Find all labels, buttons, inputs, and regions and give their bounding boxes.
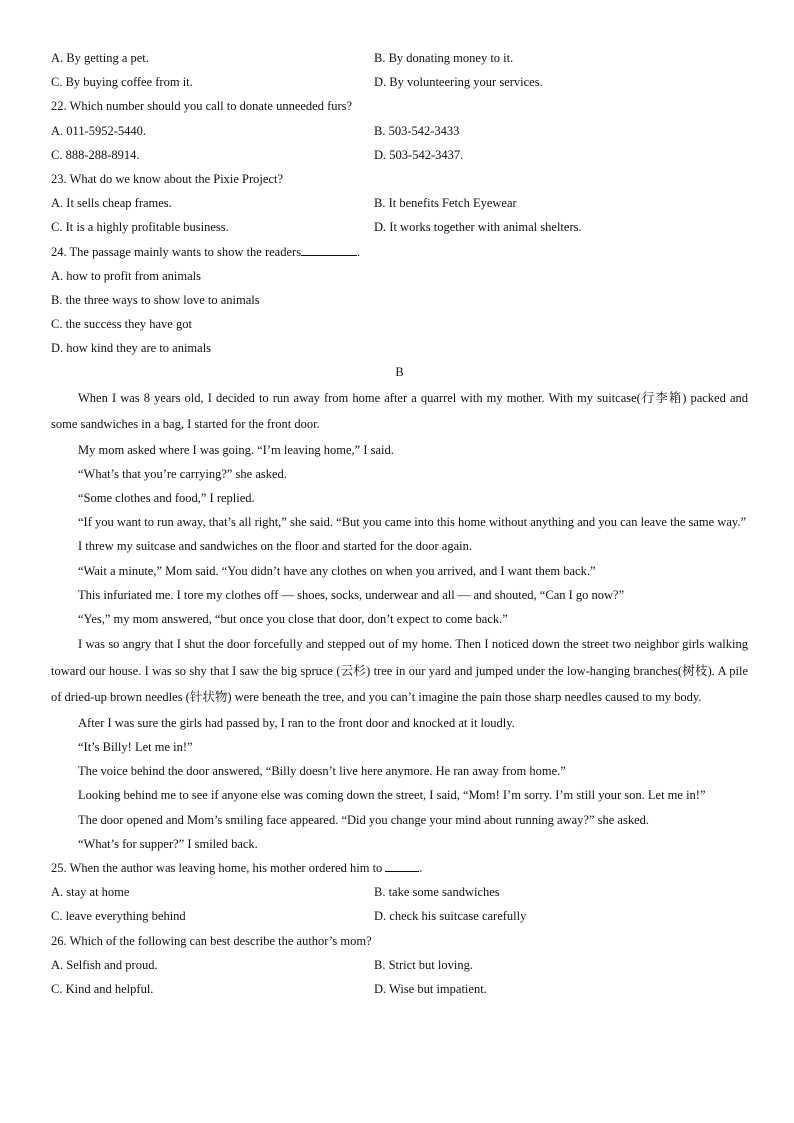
- q25-option-a: A. stay at home: [51, 885, 130, 900]
- passage-paragraph: “It’s Billy! Let me in!”: [78, 739, 193, 754]
- passage-paragraph: The door opened and Mom’s smiling face appeared. “Did you change your mind about running away?” she asked.: [78, 812, 650, 827]
- q24-stem-end: .: [357, 244, 361, 259]
- q23-option-d: D. It works together with animal shelters.: [374, 220, 582, 235]
- passage-paragraph: This infuriated me. I tore my clothes off — shoes, socks, underwear and all — and shouted, “Can I go now?”: [78, 587, 625, 602]
- q23-stem: 23. What do we know about the Pixie Project?: [51, 171, 284, 186]
- passage-paragraph: Looking behind me to see if anyone else was coming down the street, I said, “Mom! I’m sorry. I’m still your son. Let me in!”: [78, 788, 706, 803]
- q25-option-c: C. leave everything behind: [51, 909, 186, 924]
- q21-option-c: C. By buying coffee from it.: [51, 75, 193, 90]
- passage-paragraph: I was so angry that I shut the door forcefully and stepped out of my home. Then I noticed down the street two neighbor girls walking toward our house. I was so shy that I saw the big spruce (云杉) tree in our yard and jumped under the low-hanging branches(树枝). A pile of dried-up brown needles (针状物) were beneath the tree, and you can’t imagine the pain those sharp needles caused to my body.: [51, 637, 748, 705]
- q23-option-b: B. It benefits Fetch Eyewear: [374, 196, 517, 211]
- q21-option-a: A. By getting a pet.: [51, 51, 149, 65]
- q22-stem: 22. Which number should you call to donate unneeded furs?: [51, 99, 353, 114]
- q22-option-c: C. 888-288-8914.: [51, 147, 140, 162]
- passage-paragraph: “Yes,” my mom answered, “but once you close that door, don’t expect to come back.”: [78, 612, 508, 627]
- q25-option-b: B. take some sandwiches: [374, 885, 500, 900]
- q25-option-d: D. check his suitcase carefully: [374, 909, 527, 924]
- q25-stem-text: 25. When the author was leaving home, his mother ordered him to: [51, 860, 383, 875]
- q26-option-a: A. Selfish and proud.: [51, 957, 158, 972]
- q22-option-a: A. 011-5952-5440.: [51, 123, 147, 138]
- q26-options-row-2: [51, 977, 748, 1001]
- passage-paragraph: I threw my suitcase and sandwiches on the floor and started for the door again.: [78, 539, 472, 554]
- section-b-title: B: [395, 365, 404, 380]
- passage-paragraph: “Wait a minute,” Mom said. “You didn’t have any clothes on when you arrived, and I want them back.”: [78, 563, 596, 578]
- q25-options-row-1: [51, 880, 748, 904]
- passage-paragraph: “If you want to run away, that’s all right,” she said. “But you came into this home without anything and you can leave the same way.”: [78, 515, 746, 530]
- passage-paragraph: “What’s that you’re carrying?” she asked.: [78, 466, 287, 481]
- q24-option-d: D. how kind they are to animals: [51, 341, 212, 356]
- passage-paragraph: “Some clothes and food,” I replied.: [78, 491, 255, 506]
- q24-option-b: B. the three ways to show love to animals: [51, 292, 260, 307]
- q26-option-c: C. Kind and helpful.: [51, 981, 154, 996]
- q21-option-d: D. By volunteering your services.: [374, 75, 543, 90]
- q26-option-d: D. Wise but impatient.: [374, 981, 487, 996]
- answer-blank: [385, 859, 419, 872]
- q22-options-row-2: [51, 143, 748, 167]
- passage-paragraph: After I was sure the girls had passed by, I ran to the front door and knocked at it loudly.: [78, 715, 515, 730]
- q22-option-d: D. 503-542-3437.: [374, 147, 464, 162]
- q24-stem-text: 24. The passage mainly wants to show the readers: [51, 244, 302, 259]
- passage-paragraph: When I was 8 years old, I decided to run away from home after a quarrel with my mother. With my suitcase(行李箱) packed and some sandwiches in a bag, I started for the front door.: [51, 390, 748, 432]
- q23-option-c: C. It is a highly profitable business.: [51, 220, 229, 235]
- q26-stem: 26. Which of the following can best describe the author’s mom?: [51, 933, 372, 948]
- q23-options-row-2: [51, 215, 748, 239]
- q25-options-row-2: [51, 904, 748, 928]
- q24-stem: [51, 240, 748, 264]
- q21-options-row-2: [51, 70, 748, 94]
- q26-option-b: B. Strict but loving.: [374, 957, 473, 972]
- q22-options-row-1: [51, 119, 748, 143]
- q26-options-row-1: [51, 953, 748, 977]
- q21-options-row-1: [51, 46, 748, 70]
- passage-paragraph: My mom asked where I was going. “I’m leaving home,” I said.: [78, 442, 394, 457]
- q23-options-row-1: [51, 191, 748, 215]
- q24-option-c: C. the success they have got: [51, 317, 192, 332]
- q25-stem: [51, 856, 748, 880]
- q23-option-a: A. It sells cheap frames.: [51, 196, 172, 211]
- answer-blank: [301, 243, 357, 256]
- exam-page: [51, 46, 748, 1001]
- q25-stem-end: .: [419, 860, 423, 875]
- passage-paragraph: The voice behind the door answered, “Billy doesn’t live here anymore. He ran away from home.”: [78, 764, 566, 779]
- passage-paragraph: “What’s for supper?” I smiled back.: [78, 836, 258, 851]
- q22-option-b: B. 503-542-3433: [374, 123, 460, 138]
- q24-option-a: A. how to profit from animals: [51, 268, 201, 283]
- q21-option-b: B. By donating money to it.: [374, 51, 514, 65]
